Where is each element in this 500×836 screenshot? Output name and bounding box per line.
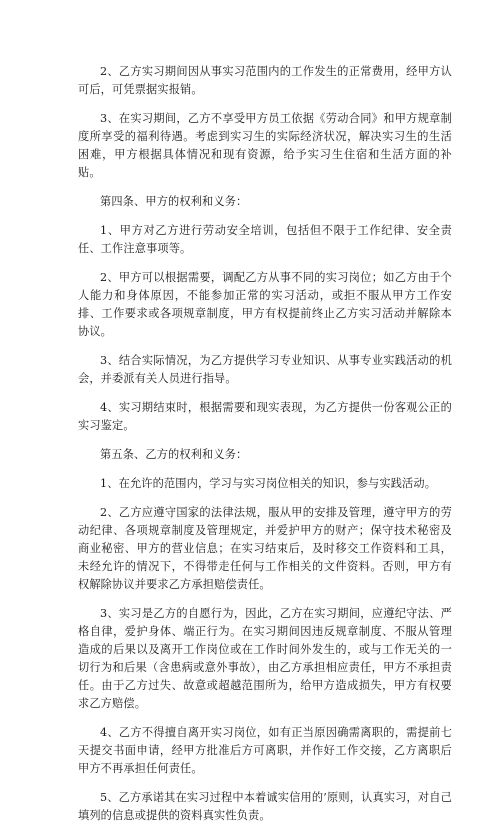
paragraph: 2、甲方可以根据需要，调配乙方从事不同的实习岗位；如乙方由于个人能力和身体原因，不能参加正常的实习活动，或拒不服从甲方工作安排、工作要求或各项规章制度，甲方有权提前终止乙方实习活动并解除本协议。 <box>78 271 452 338</box>
section-heading: 第五条、乙方的权利和义务： <box>100 448 248 461</box>
paragraph: 3、结合实际情况，为乙方提供学习专业知识、从事专业实践活动的机会，并委派有关人员进行指导。 <box>78 354 452 385</box>
paragraph: 4、乙方不得擅自离开实习岗位，如有正当原因确需离职的，需提前七天提交书面申请，经甲方批准后方可离职，并作好工作交接，乙方离职后甲方不再承担任何责任。 <box>78 726 452 775</box>
paragraph: 2、乙方应遵守国家的法律法规，服从甲的安排及管理，遵守甲方的劳动纪律、各项规章制度及管理规定，并爱护甲方的财产；保守技术秘密及商业秘密、甲方的营业信息；在实习结束后，及时移交工作资料和工具，未经允许的情况下，不得带走任何与工作相关的文件资料。否则，甲方有权解除协议并要求乙方承担赔偿责任。 <box>78 506 452 591</box>
document-body <box>78 63 452 836</box>
paragraph: 3、在实习期间，乙方不享受甲方员工依据《劳动合同》和甲方规章制度所享受的福利待遇。考虑到实习生的实际经济状况，解决实习生的生活困难，甲方根据具体情况和现有资源，给予实习生住宿和生活方面的补贴。 <box>78 112 452 179</box>
section-heading: 第四条、甲方的权利和义务： <box>100 195 248 208</box>
paragraph: 3、实习是乙方的自愿行为，因此，乙方在实习期间，应遵纪守法、严格自律，爱护身体、端正行为。在实习期间因违反规章制度、不服从管理造成的后果以及离开工作岗位或在工作时间外发生的，或与工作无关的一切行为和后果（含患病或意外事故），由乙方承担相应责任，甲方不承担责任。由于乙方过失、故意或超越范围所为，给甲方造成损失，甲方有权要求乙方赔偿。 <box>78 607 452 710</box>
paragraph: 1、在允许的范围内，学习与实习岗位相关的知识，参与实践活动。 <box>100 477 437 490</box>
paragraph: 4、实习期结束时，根据需要和现实表现，为乙方提供一份客观公正的实习鉴定。 <box>78 401 452 432</box>
paragraph: 5、乙方承诺其在实习过程中本着诚实信用的’原则，认真实习，对自己填列的信息或提供的资料真实性负责。 <box>78 791 452 822</box>
paragraph: 1、甲方对乙方进行劳动安全培训，包括但不限于工作纪律、安全责任、工作注意事项等。 <box>78 224 452 255</box>
paragraph: 2、乙方实习期间因从事实习范围内的工作发生的正常费用，经甲方认可后，可凭票据实报销。 <box>78 65 452 96</box>
